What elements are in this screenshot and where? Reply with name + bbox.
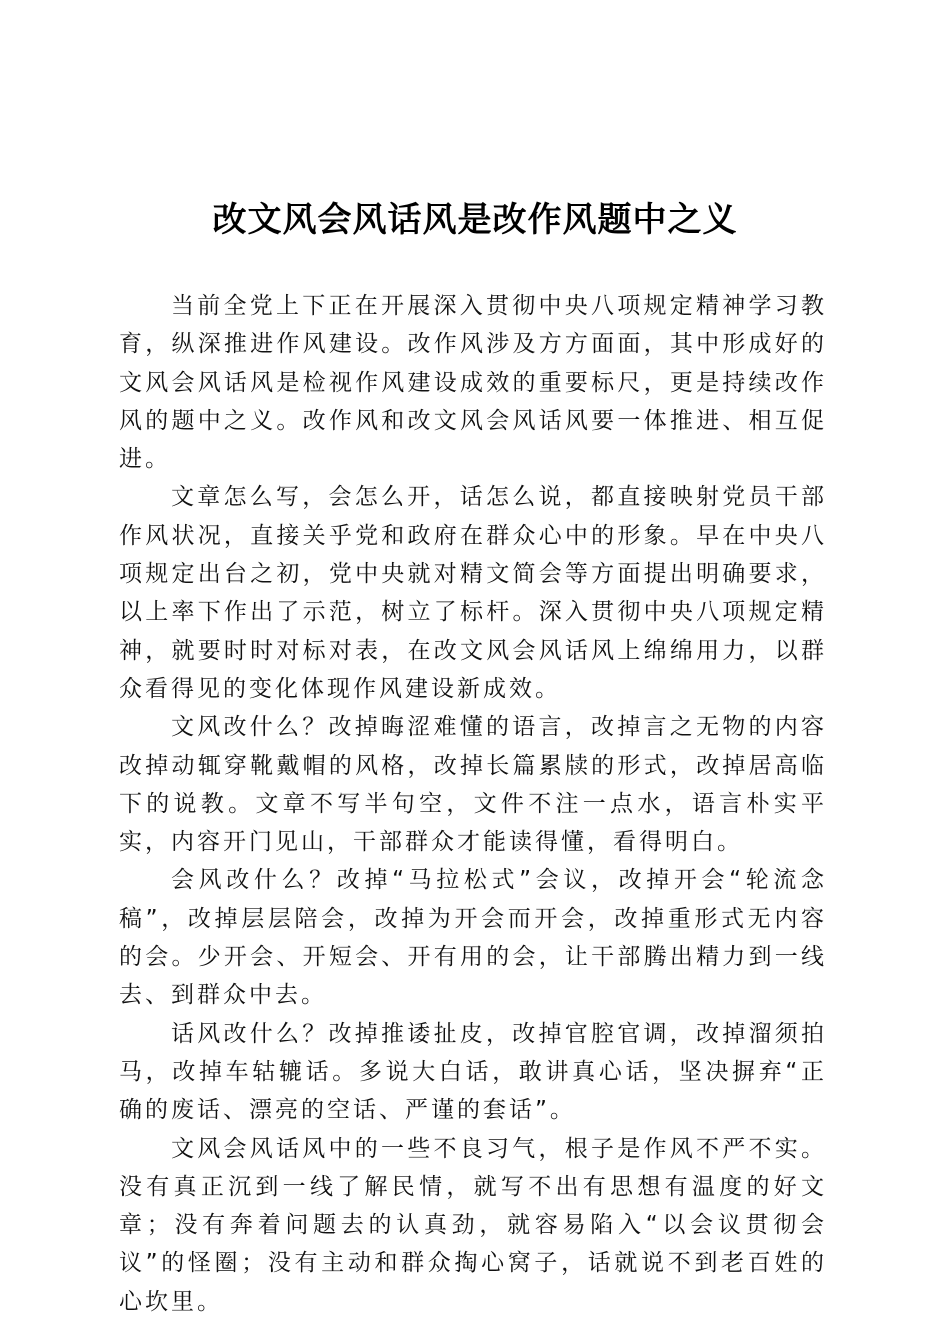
document-title: 改文风会风话风是改作风题中之义 bbox=[212, 200, 738, 240]
paragraph: 文风改什么？改掉晦涩难懂的语言，改掉言之无物的内容改掉动辄穿靴戴帽的风格，改掉长篇累牍的形式，改掉居高临下的说教。文章不写半句空，文件不注一点水，语言朴实平实，内容开门见山，干部群众才能读得懂，看得明白。 bbox=[119, 714, 827, 856]
paragraph: 当前全党上下正在开展深入贯彻中央八项规定精神学习教育，纵深推进作风建设。改作风涉及方方面面，其中形成好的文风会风话风是检视作风建设成效的重要标尺，更是持续改作风的题中之义。改作风和改文风会风话风要一体推进、相互促进。 bbox=[119, 293, 827, 473]
document-body bbox=[119, 287, 827, 1321]
paragraph: 会风改什么？改掉“马拉松式”会议，改掉开会“轮流念稿”，改掉层层陪会，改掉为开会而开会，改掉重形式无内容的会。少开会、开短会、开有用的会，让干部腾出精力到一线去、到群众中去。 bbox=[119, 867, 827, 1009]
paragraph: 文风会风话风中的一些不良习气，根子是作风不严不实。没有真正沉到一线了解民情，就写不出有思想有温度的好文章；没有奔着问题去的认真劲，就容易陷入“以会议贯彻会议”的怪圈；没有主动和群众掏心窝子，话就说不到老百姓的心坎里。 bbox=[119, 1135, 827, 1315]
paragraph: 文章怎么写，会怎么开，话怎么说，都直接映射党员干部作风状况，直接关乎党和政府在群众心中的形象。早在中央八项规定出台之初，党中央就对精文简会等方面提出明确要求，以上率下作出了示范，树立了标杆。深入贯彻中央八项规定精神，就要时时对标对表，在改文风会风话风上绵绵用力，以群众看得见的变化体现作风建设新成效。 bbox=[119, 484, 827, 702]
paragraph: 话风改什么？改掉推诿扯皮，改掉官腔官调，改掉溜须拍马，改掉车轱辘话。多说大白话，敢讲真心话，坚决摒弃“正确的废话、漂亮的空话、严谨的套话”。 bbox=[119, 1020, 827, 1124]
